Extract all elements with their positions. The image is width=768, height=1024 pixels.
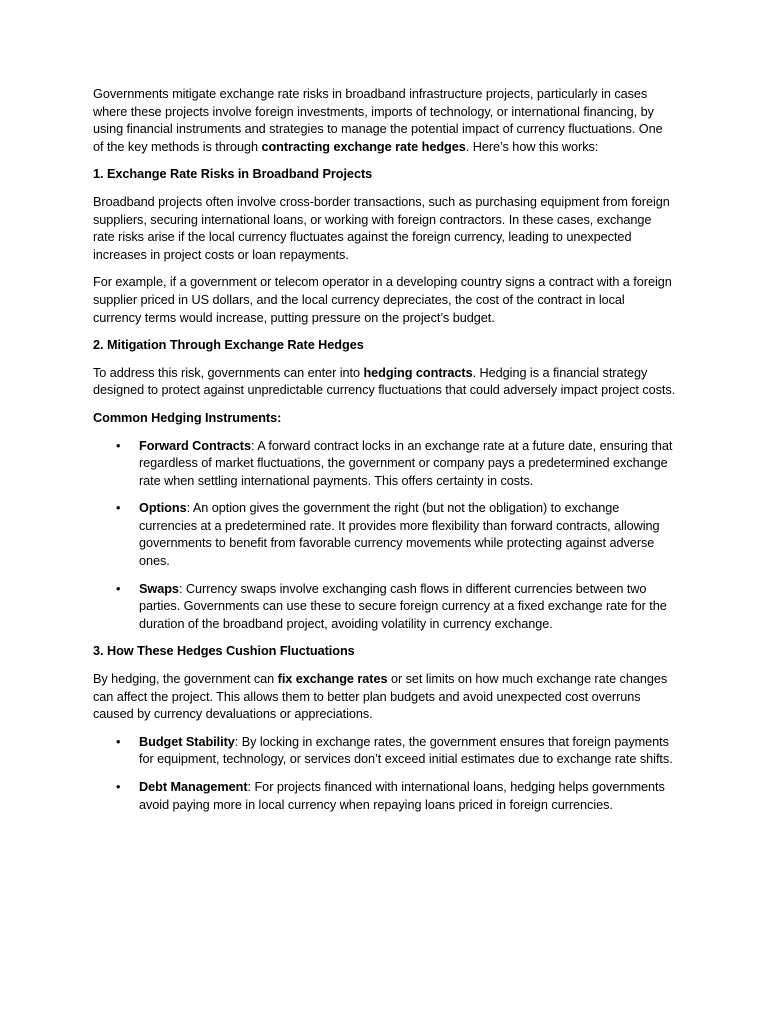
section1-paragraph-2: For example, if a government or telecom operator in a developing country signs a contract with a foreign supplier priced in US dollars, and the local currency depreciates, the cost of the contract in local currency terms would increase, putting pressure on the project’s budget. <box>93 275 672 325</box>
section2-heading: 2. Mitigation Through Exchange Rate Hedges <box>93 338 364 353</box>
hedge-benefits-list <box>93 734 676 814</box>
section3-text-end: or set limits on how much exchange rate changes can affect the project. This allows them to better plan budgets and avoid unexpected cost overruns caused by currency devaluations or appreciations. <box>93 672 668 722</box>
list-item-term: Forward Contracts <box>139 438 251 453</box>
bullet-icon: • <box>116 780 121 794</box>
list-item-text: : By locking in exchange rates, the government ensures that foreign payments for equipment, technology, or services don’t exceed initial estimates due to exchange rate shifts. <box>139 734 673 767</box>
section2-subheading: Common Hedging Instruments: <box>93 410 282 425</box>
intro-bold-term: contracting exchange rate hedges <box>261 139 466 154</box>
section2-text-end: . Hedging is a financial strategy designed to protect against unpredictable currency fluctuations that could adversely impact project costs. <box>93 365 676 398</box>
bullet-icon: • <box>116 581 121 596</box>
list-item-term: Budget Stability <box>139 734 235 749</box>
list-item-term: Options <box>139 501 187 516</box>
section2-paragraph <box>93 365 676 400</box>
bullet-icon: • <box>116 501 121 516</box>
list-item-text: : An option gives the government the right (but not the obligation) to exchange currencies at a predetermined rate. It provides more flexibility than forward contracts, allowing governments to benefit from favorable currency movements while protecting against adverse ones. <box>139 501 660 569</box>
list-item-term: Swaps <box>139 581 179 596</box>
section3-heading: 3. How These Hedges Cushion Fluctuations <box>93 644 355 659</box>
section3-bold-term: fix exchange rates <box>277 672 388 687</box>
section1-heading: 1. Exchange Rate Risks in Broadband Projects <box>93 167 373 182</box>
list-item <box>93 500 676 570</box>
section2-bold-term: hedging contracts <box>363 365 473 380</box>
section2-text: To address this risk, governments can enter into <box>93 365 364 380</box>
list-item <box>93 734 676 769</box>
list-item-term: Debt Management <box>139 780 248 794</box>
list-item <box>93 779 676 814</box>
bullet-icon: • <box>116 438 121 453</box>
intro-paragraph <box>93 86 676 156</box>
list-item <box>93 438 676 491</box>
section3-paragraph <box>93 671 676 724</box>
intro-text: Governments mitigate exchange rate risks in broadband infrastructure projects, particularly in cases where these projects involve foreign investments, imports of technology, or international financing, by using financial instruments and strategies to manage the potential impact of currency fluctuations. One of the key methods is through <box>93 87 663 154</box>
intro-text-end: . Here’s how this works: <box>465 139 599 154</box>
list-item-text: : For projects financed with international loans, hedging helps governments avoid paying more in local currency when repaying loans priced in foreign currencies. <box>139 780 665 812</box>
section3-text: By hedging, the government can <box>93 672 278 687</box>
list-item <box>93 581 676 634</box>
hedging-instruments-list <box>93 438 676 634</box>
section1-paragraph-1: Broadband projects often involve cross-border transactions, such as purchasing equipment from foreign suppliers, securing international loans, or working with foreign contractors. In these cases, exchange rate risks arise if the local currency fluctuates against the foreign currency, leading to unexpected increases in project costs or loan repayments. <box>93 194 670 262</box>
bullet-icon: • <box>116 734 121 749</box>
list-item-text: : A forward contract locks in an exchange rate at a future date, ensuring that regardless of market fluctuations, the government or company pays a predetermined exchange rate when settling international payments. This offers certainty in costs. <box>139 438 673 488</box>
list-item-text: : Currency swaps involve exchanging cash flows in different currencies between two parties. Governments can use these to secure foreign currency at a fixed exchange rate for the duration of the broadband project, avoiding volatility in currency exchange. <box>139 581 667 631</box>
